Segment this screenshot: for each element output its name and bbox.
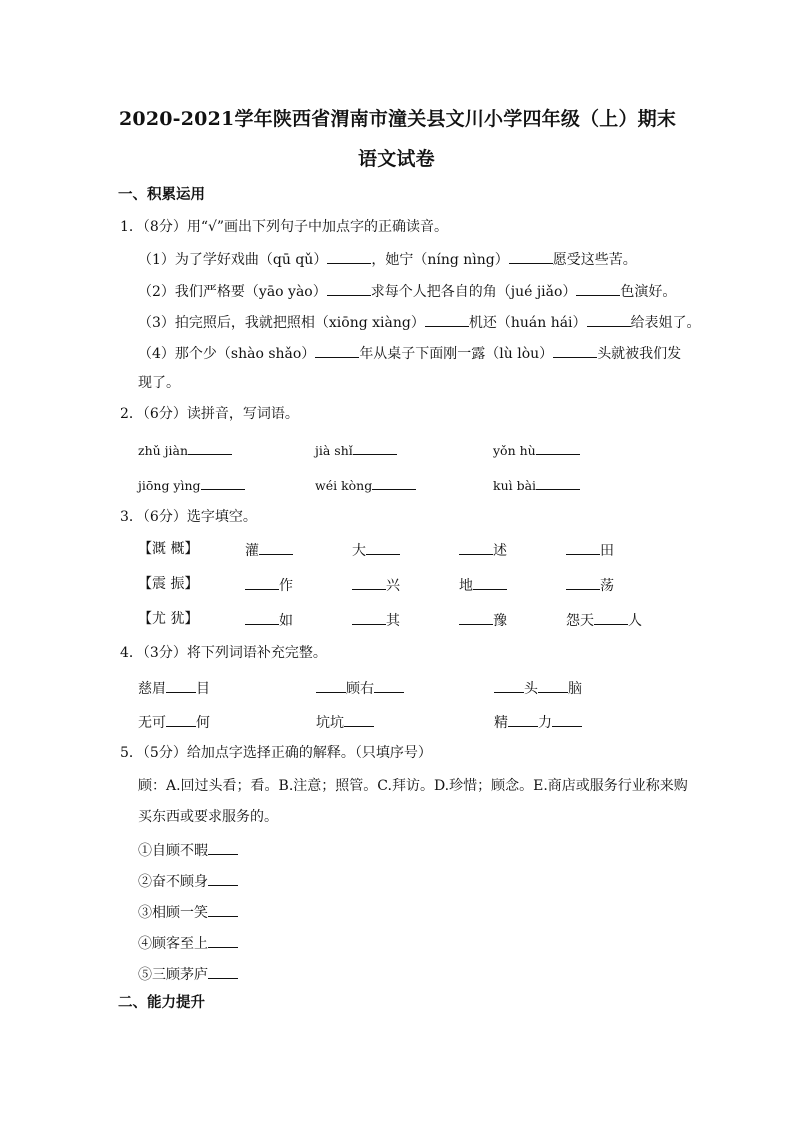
pinyin-item-3: yǒn hù — [493, 442, 580, 458]
q5-item-4: ④顾客至上 — [138, 935, 238, 951]
q3-row-2-d: 荡 — [566, 577, 614, 593]
q3-row-2-a: 作 — [245, 577, 293, 593]
q4-item-6: 精 力 — [494, 714, 582, 730]
pinyin-item-2: jià shǐ — [315, 442, 397, 458]
question-5-heading: 5．（5分）给加点字选择正确的解释。（只填序号） — [120, 745, 432, 761]
q5-item-3: ③相顾一笑 — [138, 904, 238, 920]
question-1-heading: 1．（8分）用“√”画出下列句子中加点字的正确读音。 — [120, 219, 449, 235]
pinyin-item-5: wéi kòng — [315, 477, 416, 493]
q3-row-2-b: 兴 — [352, 577, 400, 593]
q5-definition-line-1: 顾：A.回过头看；看。B.注意；照管。C.拜访。D.珍惜；顾念。E.商店或服务行业称来购 — [138, 778, 688, 794]
q3-row-1-c: 述 — [459, 542, 507, 558]
q3-row-2-label: 【震 振】 — [138, 576, 199, 592]
q3-row-1-label: 【溉 概】 — [138, 541, 199, 557]
pinyin-item-1: zhǔ jiàn — [138, 442, 232, 458]
title-line-1: 2020-2021学年陕西省渭南市潼关县文川小学四年级（上）期末 — [119, 108, 677, 130]
q5-item-1: ①自顾不暇 — [138, 842, 238, 858]
question-1-sentence-2: （2）我们严格要（yāo yào） 求每个人把各自的角（jué jiǎo） 色演好。 — [138, 284, 677, 300]
q3-row-3-a: 如 — [245, 612, 293, 628]
q4-item-2: 顾右 — [316, 680, 404, 696]
q3-row-1-b: 大 — [352, 542, 400, 558]
q3-row-3-d: 怨天 人 — [566, 613, 642, 629]
pinyin-item-4: jiōng yìng — [138, 477, 245, 493]
section-heading-1: 一、积累运用 — [118, 186, 205, 203]
q5-item-2: ②奋不顾身 — [138, 873, 238, 889]
q3-row-3-c: 豫 — [459, 612, 507, 628]
question-1-sentence-3: （3）拍完照后，我就把照相（xiōng xiàng） 机还（huán hái） 给表姐了。 — [138, 315, 701, 331]
q3-row-3-b: 其 — [352, 612, 400, 628]
q3-row-1-d: 田 — [566, 542, 614, 558]
question-1-sentence-4: （4）那个少（shào shǎo） 年从桌子下面刚一露（lù lòu） 头就被我们发 — [138, 346, 682, 362]
q4-item-3: 头 脑 — [494, 680, 582, 696]
q3-row-2-c: 地 — [459, 577, 507, 593]
q5-item-5: ⑤三顾茅庐 — [138, 966, 238, 982]
q3-row-1-a: 灌 — [245, 542, 293, 558]
question-1-sentence-1: （1）为了学好戏曲（qū qǔ） ，她宁（níng nìng） 愿受这些苦。 — [138, 252, 637, 268]
q3-row-3-label: 【尤 犹】 — [138, 611, 199, 627]
q4-item-1: 慈眉 目 — [138, 681, 210, 697]
question-3-heading: 3．（6分）选字填空。 — [120, 509, 257, 525]
q4-item-4: 无可 何 — [138, 715, 210, 731]
title-line-2: 语文试卷 — [358, 148, 435, 170]
q4-item-5: 坑坑 — [316, 714, 374, 730]
question-2-heading: 2．（6分）读拼音，写词语。 — [120, 406, 299, 422]
question-1-sentence-4-cont: 现了。 — [138, 375, 180, 391]
pinyin-item-6: kuì bài — [493, 477, 580, 493]
q5-definition-line-2: 买东西或要求服务的。 — [138, 809, 278, 825]
question-4-heading: 4．（3分）将下列词语补充完整。 — [120, 645, 327, 661]
section-heading-2: 二、能力提升 — [118, 994, 205, 1011]
